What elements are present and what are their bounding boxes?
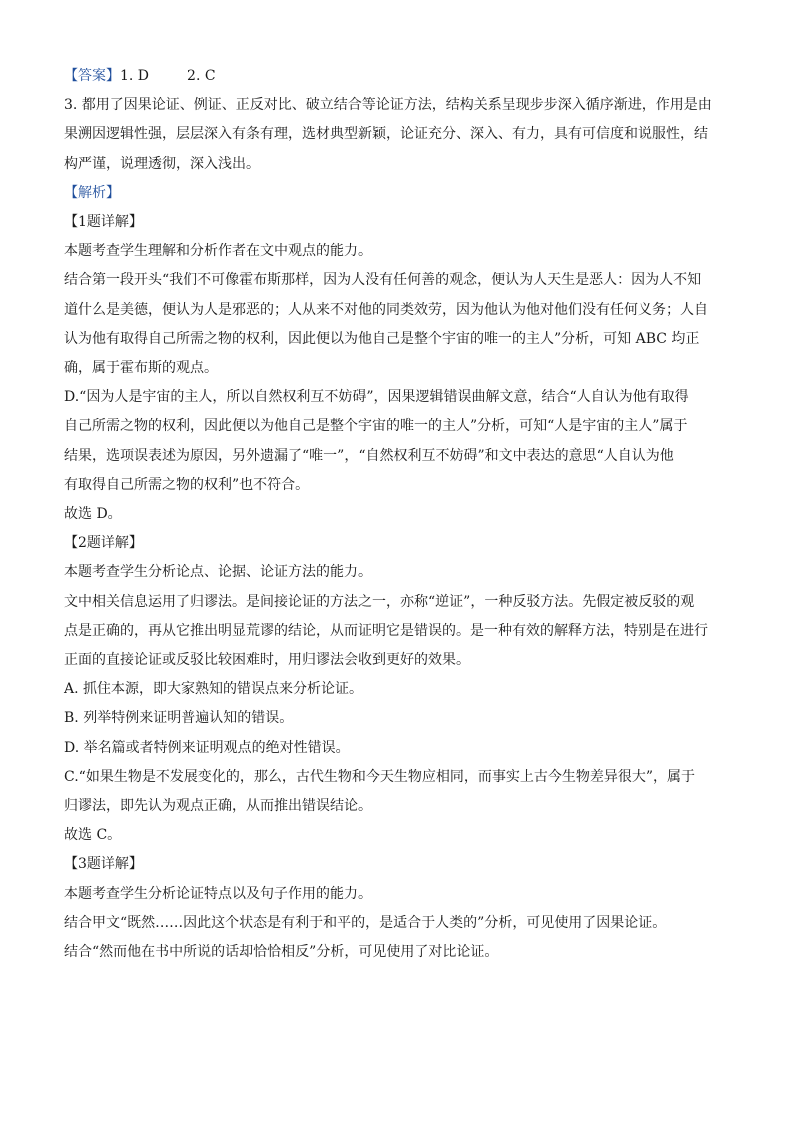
answer-line xyxy=(64,62,730,91)
section1-line: 结合第一段开头“我们不可像霍布斯那样，因为人没有任何善的观念，便认为人天生是恶人：因为人不知 xyxy=(64,272,702,289)
section2-line: 点是正确的，再从它推出明显荒谬的结论，从而证明它是错误的。是一种有效的解释方法，特别是在进行 xyxy=(64,622,708,639)
section1-line: 有取得自己所需之物的权利”也不符合。 xyxy=(64,476,310,493)
q3-answer-line-3: 构严谨，说理透彻，深入浅出。 xyxy=(64,155,260,172)
section2-line: 文中相关信息运用了归谬法。是间接论证的方法之一，亦称“逆证”，一种反驳方法。先假定被反驳的观 xyxy=(64,593,695,610)
section2-line: 故选 C。 xyxy=(64,827,122,844)
q3-answer-line-1: 3. 都用了因果论证、例证、正反对比、破立结合等论证方法，结构关系呈现步步深入循序渐进，作用是由 xyxy=(64,97,712,114)
section3-line: 本题考查学生分析论证特点以及句子作用的能力。 xyxy=(64,885,372,902)
section1-line: 本题考查学生理解和分析作者在文中观点的能力。 xyxy=(64,243,372,260)
q3-answer-line-2: 果溯因逻辑性强，层层深入有条有理，选材典型新颖，论证充分、深入、有力，具有可信度和说服性，结 xyxy=(64,126,708,143)
section2-line: 本题考查学生分析论点、论据、论证方法的能力。 xyxy=(64,564,372,581)
section3-line: 结合“然而他在书中所说的话却恰恰相反”分析，可见使用了对比论证。 xyxy=(64,944,499,961)
section1-line: 自己所需之物的权利，因此便以为他自己是整个宇宙的唯一的主人”分析，可知“人是宇宙的主人”属于 xyxy=(64,418,688,435)
section1-line: D.“因为人是宇宙的主人，所以自然权利互不妨碍”，因果逻辑错误曲解文意，结合“人自认为他有取得 xyxy=(64,389,689,406)
section1-line: 确，属于霍布斯的观点。 xyxy=(64,360,218,377)
section2-line: B. 列举特例来证明普遍认知的错误。 xyxy=(64,710,294,727)
analysis-label: 【解析】 xyxy=(64,184,120,201)
section2-line: A. 抓住本源，即大家熟知的错误点来分析论证。 xyxy=(64,681,364,698)
section2-line: 归谬法，即先认为观点正确，从而推出错误结论。 xyxy=(64,798,372,815)
section1-title: 【1题详解】 xyxy=(64,214,143,231)
section2-line: C.“如果生物是不发展变化的，那么，古代生物和今天生物应相同，而事实上古今生物差异很大”，属于 xyxy=(64,768,695,785)
section1-line: 故选 D。 xyxy=(64,506,122,523)
section3-line: 结合甲文“既然……因此这个状态是有利于和平的，是适合于人类的”分析，可见使用了因果论证。 xyxy=(64,914,667,931)
answer-q2: 2. C xyxy=(187,68,216,84)
answer-q1: 1. D xyxy=(120,68,150,84)
section2-line: D. 举名篇或者特例来证明观点的绝对性错误。 xyxy=(64,739,350,756)
section2-line: 正面的直接论证或反驳比较困难时，用归谬法会收到更好的效果。 xyxy=(64,652,470,669)
section1-line: 道什么是美德，便认为人是邪恶的；人从来不对他的同类效劳，因为他认为他对他们没有任何义务；人自 xyxy=(64,301,708,318)
section2-title: 【2题详解】 xyxy=(64,535,143,552)
answer-label: 【答案】 xyxy=(64,68,120,84)
section3-title: 【3题详解】 xyxy=(64,856,143,873)
document-body xyxy=(64,62,730,967)
section1-line: 结果，选项误表述为原因，另外遗漏了“唯一”，“自然权利互不妨碍”和文中表达的意思“人自认为他 xyxy=(64,447,674,464)
section1-line: 认为他有取得自己所需之物的权利，因此便以为他自己是整个宇宙的唯一的主人”分析，可知 ABC 均正 xyxy=(64,330,700,347)
